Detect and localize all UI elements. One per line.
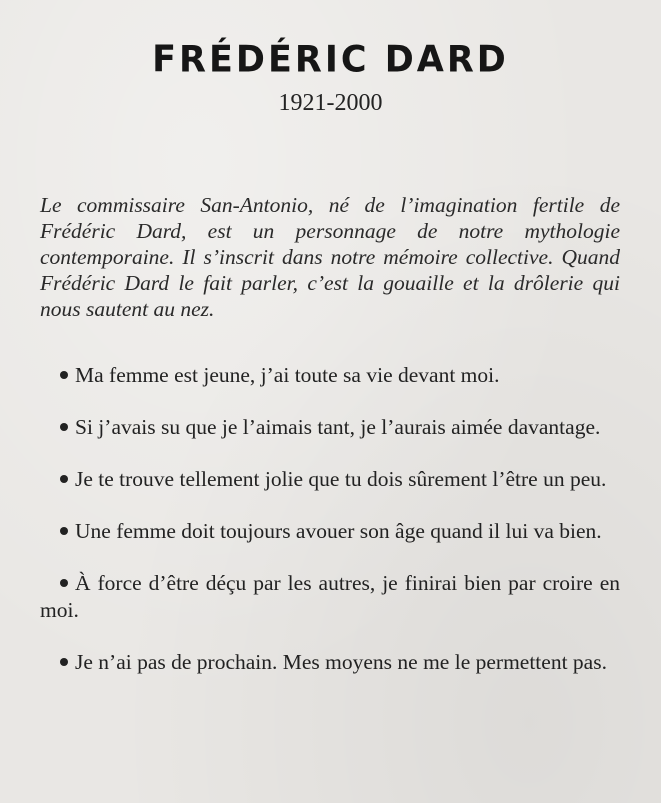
quote-item <box>40 649 620 676</box>
author-title: FRÉDÉRIC DARD <box>152 39 509 81</box>
quote-item <box>40 518 620 545</box>
bullet-icon <box>60 371 68 379</box>
bullet-icon <box>60 475 68 483</box>
bullet-icon <box>60 423 68 431</box>
bullet-icon <box>60 527 68 535</box>
quote-text: Si j’avais su que je l’aimais tant, je l’aurais aimée davantage. <box>75 415 601 439</box>
bullet-icon <box>60 658 68 666</box>
quote-text: Ma femme est jeune, j’ai toute sa vie devant moi. <box>75 363 500 387</box>
quote-text: Je n’ai pas de prochain. Mes moyens ne me le permettent pas. <box>75 650 607 674</box>
quote-item <box>40 466 620 493</box>
quote-item <box>40 362 620 389</box>
quotes-list <box>40 362 620 701</box>
intro-paragraph: Le commissaire San-Antonio, né de l’imagination fertile de Frédéric Dard, est un personnage de notre mythologie contemporaine. Il s’inscrit dans notre mémoire collective. Quand Frédéric Dard le fait parler, c’est la gouaille et la drôlerie qui nous sautent au nez. <box>40 193 620 321</box>
quote-item <box>40 414 620 441</box>
quote-item <box>40 570 620 624</box>
quote-text: À force d’être déçu par les autres, je finirai bien par croire en moi. <box>40 571 620 622</box>
quote-text: Une femme doit toujours avouer son âge quand il lui va bien. <box>75 519 602 543</box>
bullet-icon <box>60 579 68 587</box>
author-years: 1921-2000 <box>278 90 383 116</box>
quote-text: Je te trouve tellement jolie que tu dois sûrement l’être un peu. <box>75 467 607 491</box>
